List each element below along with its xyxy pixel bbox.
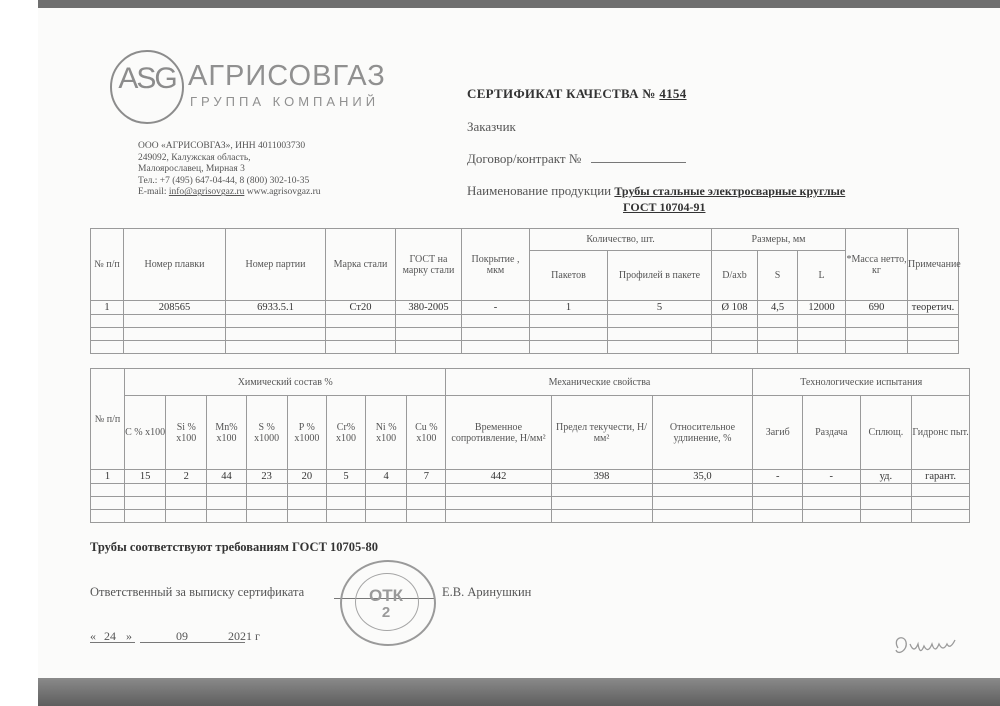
cell-flatten: уд. — [860, 470, 912, 484]
cell-d: Ø 108 — [712, 301, 758, 315]
col-num: № п/п — [91, 369, 125, 470]
cell-s: 23 — [246, 470, 287, 484]
product-field: Наименование продукции Трубы стальные электросварные круглые — [467, 183, 846, 198]
col-mech: Механические свойства — [446, 369, 753, 396]
email-link[interactable]: info@agrisovgaz.ru — [168, 187, 245, 198]
col-cu: Cu % x100 — [407, 396, 446, 470]
cell-c: 15 — [125, 470, 166, 484]
cell-hydro: гарант. — [912, 470, 970, 484]
col-elong: Относительное удлинение, % — [652, 396, 753, 470]
cell-elong: 35,0 — [652, 470, 753, 484]
cell-gost: 380-2005 — [396, 301, 462, 315]
product-table — [90, 228, 959, 354]
conformity-statement: Трубы соответствуют требованиям ГОСТ 10705-80 — [90, 540, 378, 554]
col-hydro: Гидронс пыт. — [912, 396, 970, 470]
scan-margin — [0, 0, 38, 706]
customer-label: Заказчик — [467, 119, 516, 134]
certificate-number: 4154 — [659, 86, 687, 101]
product-name: Трубы стальные электросварные круглые — [614, 184, 846, 198]
signature-icon — [890, 628, 970, 664]
cell-yield: 398 — [551, 470, 652, 484]
table-row — [91, 470, 970, 484]
cell-num: 1 — [91, 470, 125, 484]
col-yield: Предел текучести, Н/мм² — [551, 396, 652, 470]
cell-profiles: 5 — [608, 301, 712, 315]
col-p: P % x1000 — [287, 396, 326, 470]
col-mass: *Масса нетто, кг — [846, 229, 908, 301]
col-d: D/axb — [712, 251, 758, 301]
col-s: S — [758, 251, 798, 301]
col-tensile: Временное сопротивление, Н/мм² — [446, 396, 551, 470]
col-profiles: Профилей в пакете — [608, 251, 712, 301]
col-flare: Раздача — [802, 396, 860, 470]
cell-p: 20 — [287, 470, 326, 484]
responsible-name: Е.В. Аринушкин — [442, 585, 532, 599]
col-cr: Cr% x100 — [326, 396, 365, 470]
date-day-line — [90, 642, 135, 643]
contract-blank — [591, 150, 686, 163]
cell-melt: 208565 — [124, 301, 226, 315]
cell-cr: 5 — [326, 470, 365, 484]
table-row-empty — [91, 484, 970, 497]
logo-letters: ASG — [118, 62, 176, 95]
col-ni: Ni % x100 — [366, 396, 407, 470]
date-year-line — [205, 642, 245, 643]
cell-s: 4,5 — [758, 301, 798, 315]
col-tech: Технологические испытания — [753, 369, 970, 396]
properties-table — [90, 368, 970, 523]
col-packs: Пакетов — [530, 251, 608, 301]
date-day: 24 — [104, 629, 116, 643]
cell-note: теоретич. — [908, 301, 959, 315]
table-row-empty — [91, 341, 959, 354]
col-chem: Химический состав % — [125, 369, 446, 396]
col-coating: Покрытие , мкм — [462, 229, 530, 301]
cell-cu: 7 — [407, 470, 446, 484]
responsible-label: Ответственный за выписку сертификата — [90, 585, 305, 599]
company-line: Тел.: +7 (495) 647-04-44, 8 (800) 302-10-35 — [138, 175, 310, 186]
company-line: ООО «АГРИСОВГАЗ», ИНН 4011003730 — [138, 141, 306, 151]
cell-num: 1 — [91, 301, 124, 315]
table-row-empty — [91, 315, 959, 328]
cell-grade: Ст20 — [326, 301, 396, 315]
company-line: 249092, Калужская область, — [138, 152, 251, 163]
stamp-text: ОТК — [369, 586, 403, 605]
table-row-empty — [91, 497, 970, 510]
col-note: Примечание — [908, 229, 959, 301]
col-gost: ГОСТ на марку стали — [396, 229, 462, 301]
date-open: « — [90, 629, 96, 643]
cell-packs: 1 — [530, 301, 608, 315]
cell-tensile: 442 — [446, 470, 551, 484]
cell-flare: - — [802, 470, 860, 484]
company-line: Малоярославец, Мирная 3 — [138, 164, 245, 175]
brand-name: АГРИСОВГАЗ — [188, 60, 386, 92]
col-qty: Количество, шт. — [530, 229, 712, 251]
col-si: Si % x100 — [166, 396, 207, 470]
scan-shadow — [38, 678, 1000, 706]
certificate-title: СЕРТИФИКАТ КАЧЕСТВА № 4154 — [467, 86, 687, 101]
cell-mn: 44 — [207, 470, 246, 484]
cell-si: 2 — [166, 470, 207, 484]
cell-l: 12000 — [798, 301, 846, 315]
col-s: S % x1000 — [246, 396, 287, 470]
table-row — [91, 301, 959, 315]
brand-subtitle: ГРУППА КОМПАНИЙ — [190, 94, 380, 109]
date-year: 2021 г — [228, 629, 260, 643]
cell-mass: 690 — [846, 301, 908, 315]
col-bend: Загиб — [753, 396, 802, 470]
cell-bend: - — [753, 470, 802, 484]
col-num: № п/п — [91, 229, 124, 301]
col-sizes: Размеры, мм — [712, 229, 846, 251]
cell-batch: 6933.5.1 — [226, 301, 326, 315]
col-melt: Номер плавки — [124, 229, 226, 301]
cell-ni: 4 — [366, 470, 407, 484]
date-close: » — [126, 629, 132, 643]
cell-coating: - — [462, 301, 530, 315]
col-c: C % x100 — [125, 396, 166, 470]
col-grade: Марка стали — [326, 229, 396, 301]
stamp-number: 2 — [381, 604, 391, 621]
table-row-empty — [91, 510, 970, 523]
website: www.agrisovgaz.ru — [244, 187, 321, 198]
product-gost: ГОСТ 10704-91 — [623, 200, 706, 214]
col-batch: Номер партии — [226, 229, 326, 301]
date-month: 09 — [176, 629, 188, 643]
company-contacts: E-mail: info@agrisovgaz.ru www.agrisovgaz.ru — [138, 187, 321, 198]
col-l: L — [798, 251, 846, 301]
col-flatten: Сплющ. — [860, 396, 912, 470]
company-details — [138, 141, 321, 199]
col-mn: Mn% x100 — [207, 396, 246, 470]
table-row-empty — [91, 328, 959, 341]
contract-field: Договор/контракт № — [467, 150, 686, 167]
